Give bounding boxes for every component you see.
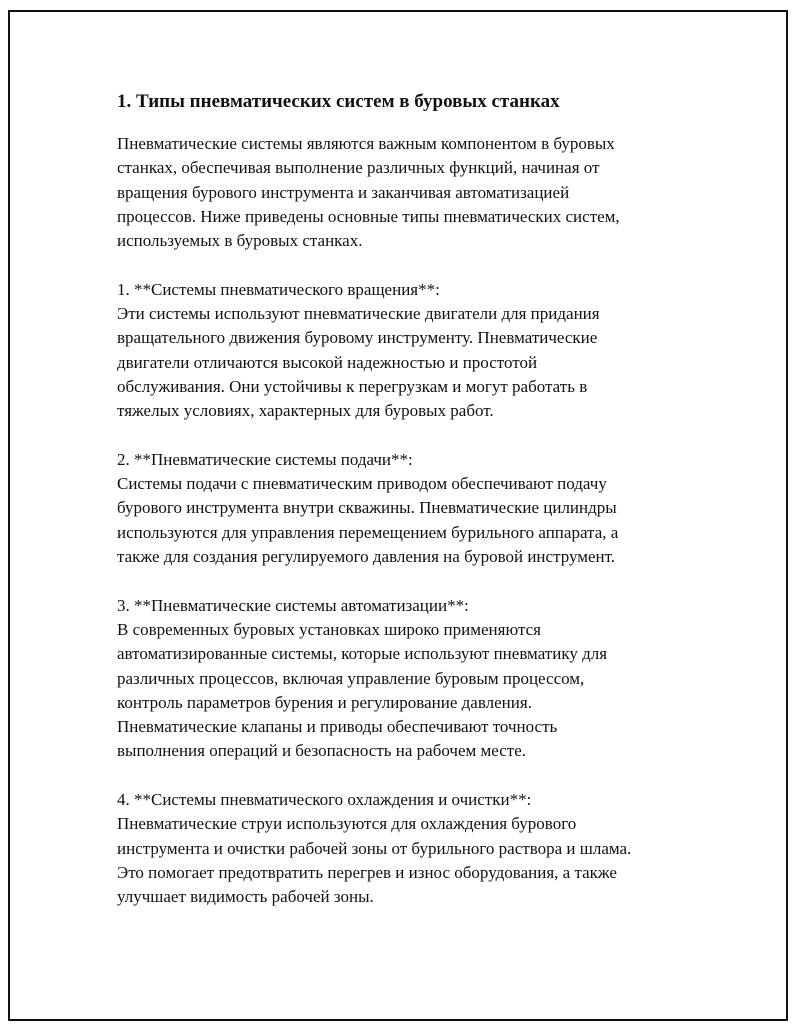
paragraph-gap [117, 569, 697, 593]
list-item-title: 3. **Пневматические системы автоматизации**: [117, 595, 469, 615]
list-item-body: Пневматические струи используются для охлаждения бурового инструмента и очистки рабочей зоны от бурильного раствора и шлама. Это помогает предотвратить перегрев и износ оборудования, а также улучшает видимость рабочей зоны. [117, 814, 632, 907]
list-item-body: В современных буровых установках широко применяются автоматизированные системы, которые используют пневматику для различных процессов, включая управление буровым процессом, контроль параметров бурения и регулирование давления. Пневматические клапаны и приводы обеспечивают точность выполнения операций и безопасность на рабочем месте. [117, 619, 608, 761]
list-item [117, 788, 697, 909]
list-item-body: Системы подачи с пневматическим приводом обеспечивают подачу бурового инструмента внутри скважины. Пневматические цилиндры используются для управления перемещением бурильного аппарата, а также для создания регулируемого давления на буровой инструмент. [117, 474, 619, 567]
document-body [117, 90, 697, 910]
list-item-title: 4. **Системы пневматического охлаждения и очистки**: [117, 790, 532, 810]
list-item-body: Эти системы используют пневматические двигатели для придания вращательного движения буровому инструменту. Пневматические двигатели отличаются высокой надежностью и простотой обслуживания. Они устойчивы к перегрузкам и могут работать в тяжелых условиях, характерных для буровых работ. [117, 304, 600, 421]
list-item [117, 448, 697, 569]
paragraph-gap [117, 424, 697, 448]
paragraph-gap [117, 253, 697, 277]
paragraph-gap [117, 764, 697, 788]
section-heading: 1. Типы пневматических систем в буровых станках [117, 91, 560, 112]
list-item-title: 1. **Системы пневматического вращения**: [117, 279, 440, 299]
intro-paragraph: Пневматические системы являются важным компонентом в буровых станках, обеспечивая выполнение различных функций, начиная от вращения бурового инструмента и заканчивая автоматизацией процессов. Ниже приведены основные типы пневматических систем, используемых в буровых станках. [117, 134, 620, 251]
list-item [117, 278, 697, 424]
list-item-title: 2. **Пневматические системы подачи**: [117, 449, 413, 469]
list-item [117, 594, 697, 764]
